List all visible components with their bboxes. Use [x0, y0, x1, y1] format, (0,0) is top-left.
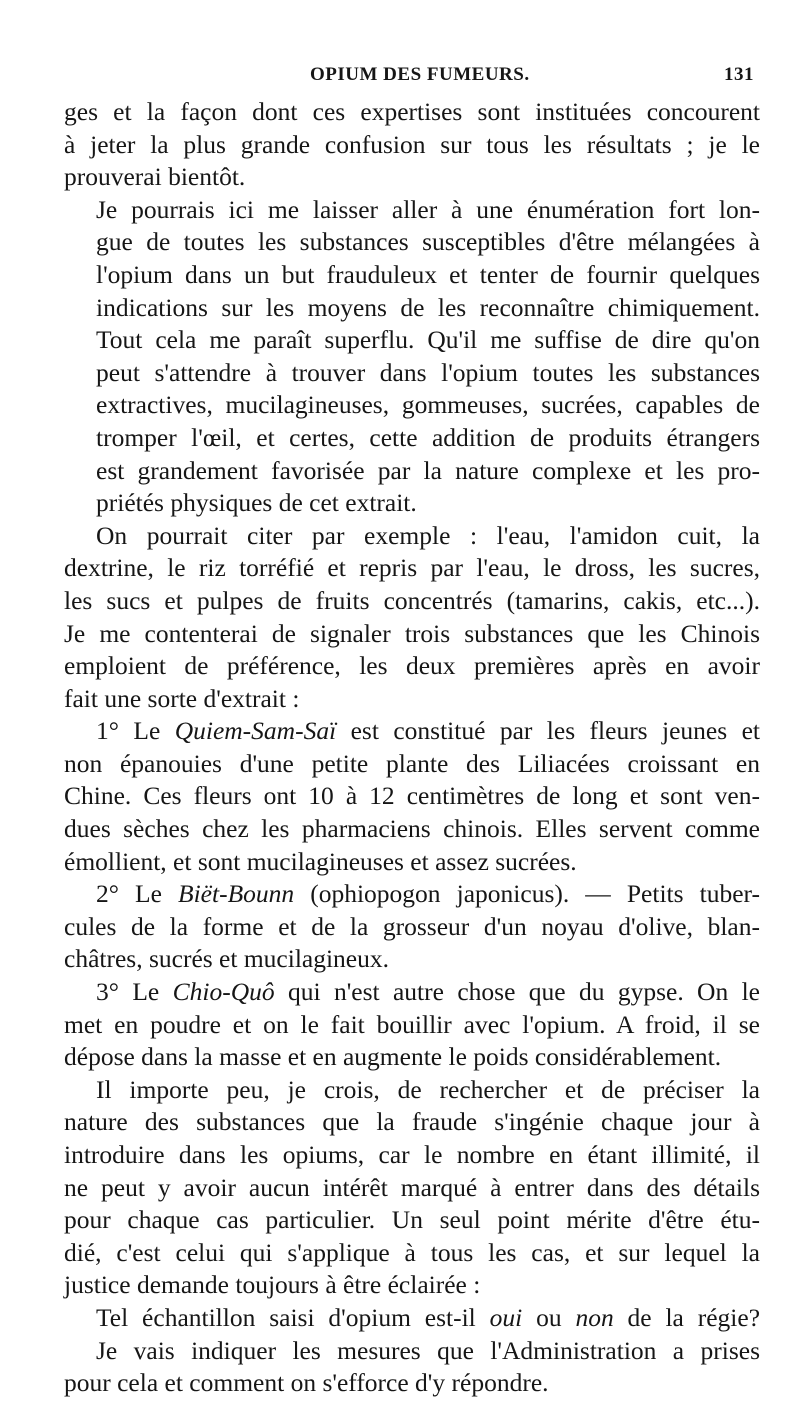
- item-article: Le: [135, 879, 162, 909]
- text-line: est grandement favorisée par la nature complexe et les pro-: [96, 455, 760, 485]
- text-line: ne peut y avoir aucun intérêt marqué à entrer dans des détails: [64, 1172, 760, 1202]
- text-line: extractives, mucilagineuses, gommeuses, sucrées, capables de: [96, 390, 760, 420]
- text-line: les sucs et pulpes de fruits concentrés (tamarins, cakis, etc...).: [64, 585, 760, 615]
- page-number: 131: [724, 64, 754, 85]
- text-line: [64, 715, 760, 748]
- item-text: (ophiopogon japonicus). — Petits tuber-: [310, 879, 761, 909]
- text-line: priétés physiques de cet extrait.: [96, 488, 417, 518]
- page-header: [64, 62, 760, 96]
- word-non: non: [575, 1302, 614, 1332]
- text-line: fait une sorte d'extrait :: [64, 683, 300, 713]
- item-number: 1°: [96, 716, 119, 746]
- text-line: prouverai bientôt.: [64, 162, 246, 192]
- text-line: [64, 1302, 760, 1335]
- text-line: tromper l'œil, et certes, cette addition de produits étrangers: [96, 422, 760, 452]
- body-text: [64, 96, 760, 1400]
- text-line: introduire dans les opiums, car le nombre en étant illimité, il: [64, 1140, 760, 1169]
- text-line: emploient de préférence, les deux premières après en avoir: [64, 651, 760, 681]
- item-number: 3°: [96, 977, 119, 1007]
- text-line: met en poudre et on le fait bouillir avec l'opium. A froid, il se: [64, 1009, 760, 1039]
- paragraph-5: [64, 1302, 760, 1335]
- text-line: Je vais indiquer les mesures que l'Administration a prises: [96, 1335, 760, 1365]
- text-line: On pourrait citer par exemple : l'eau, l'amidon cuit, la: [96, 520, 760, 550]
- text-line: dié, c'est celui qui s'applique à tous les cas, et sur lequel la: [64, 1237, 760, 1267]
- question-text: Tel échantillon saisi d'opium est-il: [96, 1302, 476, 1332]
- running-title: OPIUM DES FUMEURS.: [310, 64, 530, 85]
- paragraph-2: [64, 194, 760, 520]
- text-line: peut s'attendre à trouver dans l'opium toutes les substances: [96, 357, 760, 387]
- substance-name: Chio-Quô: [172, 977, 275, 1007]
- text-line: dues sèches chez les pharmaciens chinois. Elles servent comme: [64, 814, 760, 844]
- list-item-2: [64, 878, 760, 976]
- text-line: l'opium dans un but frauduleux et tenter de fournir quelques: [96, 259, 760, 289]
- text-line: pour cela et comment on s'efforce d'y répondre.: [64, 1368, 549, 1398]
- text-line: émollient, et sont mucilagineuses et assez sucrées.: [64, 846, 577, 876]
- item-number: 2°: [96, 879, 119, 909]
- item-text: est constitué par les fleurs jeunes et: [350, 716, 760, 746]
- text-line: dextrine, le riz torréfié et repris par l'eau, le dross, les sucres,: [64, 553, 760, 583]
- item-article: Le: [132, 977, 160, 1007]
- word-oui: oui: [489, 1302, 523, 1332]
- text-line: [64, 976, 760, 1009]
- text-line: gue de toutes les substances susceptibles d'être mélangées à: [96, 227, 760, 257]
- text-line: Je pourrais ici me laisser aller à une énumération fort lon-: [96, 194, 760, 224]
- text-line: non épanouies d'une petite plante des Liliacées croissant en: [64, 748, 760, 778]
- text-line: indications sur les moyens de les reconnaître chimiquement.: [96, 292, 760, 322]
- item-article: Le: [133, 716, 161, 746]
- text-line: justice demande toujours à être éclairée :: [64, 1270, 481, 1300]
- text-line: Chine. Ces fleurs ont 10 à 12 centimètres de long et sont ven-: [64, 781, 760, 811]
- text-line: dépose dans la masse et en augmente le poids considérablement.: [64, 1042, 722, 1072]
- text-line: Tout cela me paraît superflu. Qu'il me suffise de dire qu'on: [96, 325, 760, 355]
- paragraph-3: [64, 520, 760, 716]
- text-line: cules de la forme et de la grosseur d'un noyau d'olive, blan-: [64, 911, 760, 941]
- paragraph-4: [64, 1074, 760, 1302]
- paragraph-1: [64, 96, 760, 194]
- list-item-1: [64, 715, 760, 878]
- text-line: Il importe peu, je crois, de rechercher et de préciser la: [96, 1074, 760, 1104]
- text-line: Je me contenterai de signaler trois substances que les Chinois: [64, 618, 760, 648]
- text-line: ges et la façon dont ces expertises sont instituées concourent: [64, 97, 760, 126]
- question-end: de la régie?: [627, 1302, 761, 1332]
- paragraph-6: [64, 1335, 760, 1400]
- text-line: pour chaque cas particulier. Un seul point mérite d'être étu-: [64, 1205, 760, 1235]
- text-line: châtres, sucrés et mucilagineux.: [64, 944, 390, 974]
- list-item-3: [64, 976, 760, 1074]
- text-line: à jeter la plus grande confusion sur tous les résultats ; je le: [64, 129, 760, 159]
- text-line: nature des substances que la fraude s'ingénie chaque jour à: [64, 1107, 760, 1137]
- substance-name: Biët-Bounn: [178, 879, 295, 909]
- item-text: qui n'est autre chose que du gypse. On le: [287, 977, 761, 1007]
- text-line: [64, 878, 760, 911]
- substance-name: Quiem-Sam-Saï: [174, 716, 337, 746]
- word-ou: ou: [536, 1302, 562, 1332]
